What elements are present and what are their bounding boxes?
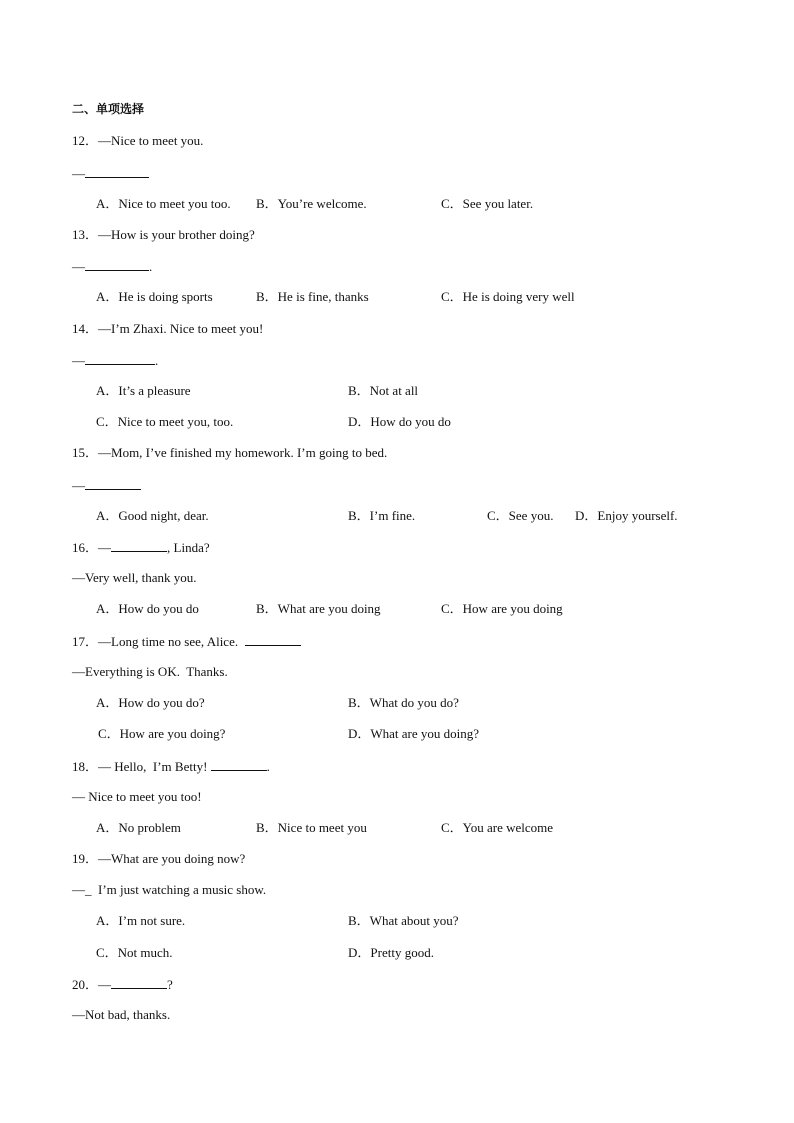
question-number: 13． (72, 227, 99, 242)
section-title: 二、单项选择 (72, 102, 145, 116)
reply-17: —Everything is OK. Thanks. (72, 664, 228, 679)
option-a[interactable]: A．How do you do? (96, 695, 205, 710)
question-18 (72, 758, 270, 775)
option-a[interactable]: A．How do you do (96, 601, 199, 616)
answer-blank[interactable] (111, 539, 167, 552)
option-d[interactable]: D．Enjoy yourself. (575, 508, 678, 523)
reply-tail: . (155, 353, 159, 368)
reply-dash: — (72, 166, 85, 181)
question-12 (72, 133, 203, 149)
question-prompt: —Nice to meet you. (98, 133, 204, 148)
option-c[interactable]: C．See you later. (441, 196, 534, 211)
question-prompt: —I’m Zhaxi. Nice to meet you! (98, 321, 264, 336)
reply-19: —_ I’m just watching a music show. (72, 882, 267, 897)
question-number: 19． (72, 851, 99, 866)
question-number: 15． (72, 445, 99, 460)
answer-line-14 (72, 352, 158, 369)
option-b[interactable]: B．What do you do? (348, 695, 459, 710)
answer-line-13 (72, 258, 152, 275)
option-c[interactable]: C．See you. (487, 508, 554, 523)
question-number: 17． (72, 634, 99, 649)
question-number: 12． (72, 133, 99, 148)
option-a[interactable]: A．No problem (96, 820, 181, 835)
reply-20: —Not bad, thanks. (72, 1007, 171, 1022)
option-c[interactable]: C．Nice to meet you, too. (96, 414, 234, 429)
prompt-post: ? (167, 977, 173, 992)
question-13 (72, 227, 255, 243)
option-a[interactable]: A．He is doing sports (96, 289, 213, 304)
question-15 (72, 445, 387, 461)
question-prompt: —How is your brother doing? (98, 227, 255, 242)
prompt-post: , Linda? (167, 540, 210, 555)
answer-blank[interactable] (85, 352, 155, 365)
option-c[interactable]: C．How are you doing (441, 601, 563, 616)
reply-dash: — (72, 259, 85, 274)
reply-18: — Nice to meet you too! (72, 789, 202, 804)
answer-blank[interactable] (85, 258, 149, 271)
reply-16: —Very well, thank you. (72, 570, 197, 585)
option-d[interactable]: D．What are you doing? (348, 726, 480, 741)
option-c[interactable]: C．He is doing very well (441, 289, 575, 304)
option-b[interactable]: B．What are you doing (256, 601, 381, 616)
answer-blank[interactable] (211, 758, 267, 771)
prompt-pre: —Long time no see, Alice. (98, 634, 245, 649)
option-a[interactable]: A．Good night, dear. (96, 508, 209, 523)
prompt-pre: — Hello, I’m Betty! (98, 759, 211, 774)
question-14 (72, 321, 263, 337)
question-number: 18． (72, 759, 99, 774)
prompt-pre: — (98, 540, 112, 555)
question-prompt: —What are you doing now? (98, 851, 246, 866)
prompt-pre: — (98, 977, 112, 992)
question-17 (72, 633, 301, 650)
reply-tail: . (149, 259, 153, 274)
question-prompt: —Mom, I’ve finished my homework. I’m going to bed. (98, 445, 388, 460)
option-a[interactable]: A．It’s a pleasure (96, 383, 191, 398)
option-d[interactable]: D．Pretty good. (348, 945, 434, 960)
question-number: 20． (72, 977, 99, 992)
question-number: 14． (72, 321, 99, 336)
option-c[interactable]: C．Not much. (96, 945, 173, 960)
question-number: 16． (72, 540, 99, 555)
option-b[interactable]: B．He is fine, thanks (256, 289, 369, 304)
option-b[interactable]: B．What about you? (348, 913, 459, 928)
option-d[interactable]: D．How do you do (348, 414, 451, 429)
option-a[interactable]: A．Nice to meet you too. (96, 196, 231, 211)
question-20 (72, 976, 173, 993)
question-16 (72, 539, 210, 556)
option-b[interactable]: B．I’m fine. (348, 508, 416, 523)
option-b[interactable]: B．You’re welcome. (256, 196, 367, 211)
answer-line-12 (72, 165, 149, 182)
option-c[interactable]: C．You are welcome (441, 820, 554, 835)
reply-dash: — (72, 478, 85, 493)
prompt-post: . (266, 759, 270, 774)
option-b[interactable]: B．Nice to meet you (256, 820, 367, 835)
answer-blank[interactable] (111, 976, 167, 989)
reply-dash: — (72, 353, 85, 368)
answer-line-15 (72, 477, 141, 494)
answer-blank[interactable] (245, 633, 301, 646)
answer-blank[interactable] (85, 477, 141, 490)
option-a[interactable]: A．I’m not sure. (96, 913, 186, 928)
option-b[interactable]: B．Not at all (348, 383, 419, 398)
option-c[interactable]: C．How are you doing? (98, 726, 226, 741)
question-19 (72, 851, 245, 867)
answer-blank[interactable] (85, 165, 149, 178)
